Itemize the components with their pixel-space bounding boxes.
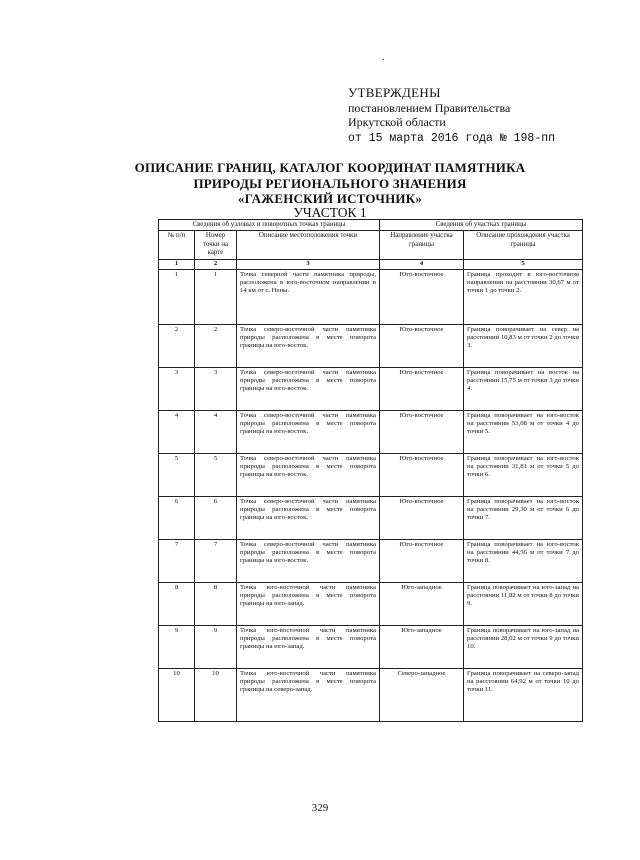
column-header-point-number: Номер точки на карте bbox=[195, 231, 237, 259]
cell-location: Точка юго-восточной части памятника природы расположена в месте поворота границы на северо-запад. bbox=[237, 668, 380, 721]
column-number: 2 bbox=[195, 259, 237, 269]
cell-location: Точка северной части памятника природы, расположена в юго-восточном направлении в 14 км от с. Нены. bbox=[237, 269, 380, 324]
cell-number: 6 bbox=[159, 496, 195, 539]
column-header-passage: Описание прохождения участка границы bbox=[464, 231, 583, 259]
cell-point: 4 bbox=[195, 410, 237, 453]
cell-point: 1 bbox=[195, 269, 237, 324]
table-row bbox=[159, 453, 583, 496]
cell-passage: Граница поворачивает на юго-запад на расстоянии 11,82 м от точки 8 до точки 9. bbox=[464, 582, 583, 625]
cell-location: Точка северо-восточной части памятника природы расположена в месте поворота границы на юго-восток. bbox=[237, 453, 380, 496]
cell-point: 9 bbox=[195, 625, 237, 668]
header-mark: . bbox=[382, 52, 385, 63]
cell-point: 6 bbox=[195, 496, 237, 539]
section-heading: УЧАСТОК 1 bbox=[293, 205, 367, 220]
table-row bbox=[159, 625, 583, 668]
cell-number: 9 bbox=[159, 625, 195, 668]
cell-direction: Юго-восточное bbox=[380, 410, 464, 453]
table-row bbox=[159, 539, 583, 582]
column-header-location: Описание местоположения точки bbox=[237, 231, 380, 259]
cell-passage: Граница поворачивает на восток на расстоянии 15,75 м от точки 3 до точки 4. bbox=[464, 367, 583, 410]
cell-point: 10 bbox=[195, 668, 237, 721]
cell-passage: Граница поворачивает на север на расстоянии 10,83 м от точки 2 до точки 3. bbox=[464, 324, 583, 367]
cell-passage: Граница поворачивает на юго-восток на расстоянии 29,30 м от точки 6 до точки 7. bbox=[464, 496, 583, 539]
cell-passage: Граница поворачивает на юго-восток на расстоянии 44,56 м от точки 7 до точки 8. bbox=[464, 539, 583, 582]
cell-passage: Граница поворачивает на северо-запад на расстоянии 64,92 м от точки 10 до точки 11. bbox=[464, 668, 583, 721]
cell-passage: Граница поворачивает на юго-запад на расстоянии 28,02 м от точки 9 до точки 10. bbox=[464, 625, 583, 668]
cell-direction: Юго-восточное bbox=[380, 496, 464, 539]
page-number: 329 bbox=[311, 802, 329, 814]
table-row bbox=[159, 582, 583, 625]
cell-passage: Граница поворачивает на юго-восток на расстоянии 31,81 м от точки 5 до точки 6. bbox=[464, 453, 583, 496]
cell-direction: Юго-восточное bbox=[380, 269, 464, 324]
cell-passage: Граница поворачивает на юго-восток на расстоянии 53,08 м от точки 4 до точки 5. bbox=[464, 410, 583, 453]
column-number: 3 bbox=[237, 259, 380, 269]
cell-passage: Граница проходит в юго-восточном направлении на расстоянии 30,67 м от точки 1 до точки 2. bbox=[464, 269, 583, 324]
column-number-row bbox=[159, 259, 583, 269]
cell-point: 8 bbox=[195, 582, 237, 625]
cell-number: 4 bbox=[159, 410, 195, 453]
cell-location: Точка юго-восточной части памятника природы расположена в месте поворота границы на юго-запад. bbox=[237, 625, 380, 668]
cell-number: 3 bbox=[159, 367, 195, 410]
cell-location: Точка северо-восточной части памятника природы расположена в месте поворота границы на юго-восток. bbox=[237, 496, 380, 539]
approval-line-government: постановлением Правительства bbox=[348, 100, 511, 115]
table-group-header-row bbox=[159, 220, 583, 231]
cell-direction: Юго-восточное bbox=[380, 367, 464, 410]
cell-point: 3 bbox=[195, 367, 237, 410]
cell-number: 10 bbox=[159, 668, 195, 721]
column-number: 5 bbox=[464, 259, 583, 269]
cell-location: Точка северо-восточной части памятника природы расположена в месте поворота границы на юго-восток. bbox=[237, 410, 380, 453]
column-number: 4 bbox=[380, 259, 464, 269]
title-line-2: ПРИРОДЫ РЕГИОНАЛЬНОГО ЗНАЧЕНИЯ bbox=[193, 175, 467, 191]
cell-number: 7 bbox=[159, 539, 195, 582]
cell-location: Точка северо-восточной части памятника природы расположена в месте поворота границы на юго-восток. bbox=[237, 367, 380, 410]
boundary-table bbox=[158, 219, 583, 722]
cell-direction: Северо-западное bbox=[380, 668, 464, 721]
approval-date-line bbox=[348, 130, 608, 147]
cell-direction: Юго-восточное bbox=[380, 539, 464, 582]
table-row bbox=[159, 269, 583, 324]
cell-location: Точка северо-восточной части памятника природы расположена в месте поворота границы на юго-восток. bbox=[237, 324, 380, 367]
cell-point: 5 bbox=[195, 453, 237, 496]
group-header-points: Сведения об узловых и поворотных точках границы bbox=[159, 220, 380, 231]
table-row bbox=[159, 410, 583, 453]
cell-location: Точка юго-восточной части памятника природы расположена в месте поворота границы на юго-запад. bbox=[237, 582, 380, 625]
title-line-3: «ГАЖЕНСКИЙ ИСТОЧНИК» bbox=[237, 191, 423, 206]
cell-direction: Юго-западное bbox=[380, 582, 464, 625]
cell-number: 2 bbox=[159, 324, 195, 367]
title-line-1: ОПИСАНИЕ ГРАНИЦ, КАТАЛОГ КООРДИНАТ ПАМЯТНИКА bbox=[134, 160, 526, 175]
document-title bbox=[120, 160, 540, 207]
cell-number: 1 bbox=[159, 269, 195, 324]
table-row bbox=[159, 324, 583, 367]
cell-location: Точка северо-восточной части памятника природы расположена в месте поворота границы на юго-восток. bbox=[237, 539, 380, 582]
cell-point: 2 bbox=[195, 324, 237, 367]
cell-direction: Юго-восточное bbox=[380, 324, 464, 367]
approval-heading: УТВЕРЖДЕНЫ bbox=[348, 85, 441, 100]
column-header-direction: Направление участка границы bbox=[380, 231, 464, 259]
cell-number: 8 bbox=[159, 582, 195, 625]
group-header-segments: Сведения об участках границы bbox=[380, 220, 583, 231]
column-header-number: № п/п bbox=[159, 231, 195, 259]
approval-date: от 15 марта 2016 года № 198-пп bbox=[348, 131, 556, 145]
cell-direction: Юго-западное bbox=[380, 625, 464, 668]
approval-line-region: Иркутской области bbox=[348, 115, 446, 129]
column-number: 1 bbox=[159, 259, 195, 269]
cell-point: 7 bbox=[195, 539, 237, 582]
table-row bbox=[159, 496, 583, 539]
table-row bbox=[159, 367, 583, 410]
table-row bbox=[159, 668, 583, 721]
cell-direction: Юго-восточное bbox=[380, 453, 464, 496]
cell-number: 5 bbox=[159, 453, 195, 496]
table-column-header-row bbox=[159, 231, 583, 259]
approval-stamp bbox=[348, 86, 608, 146]
